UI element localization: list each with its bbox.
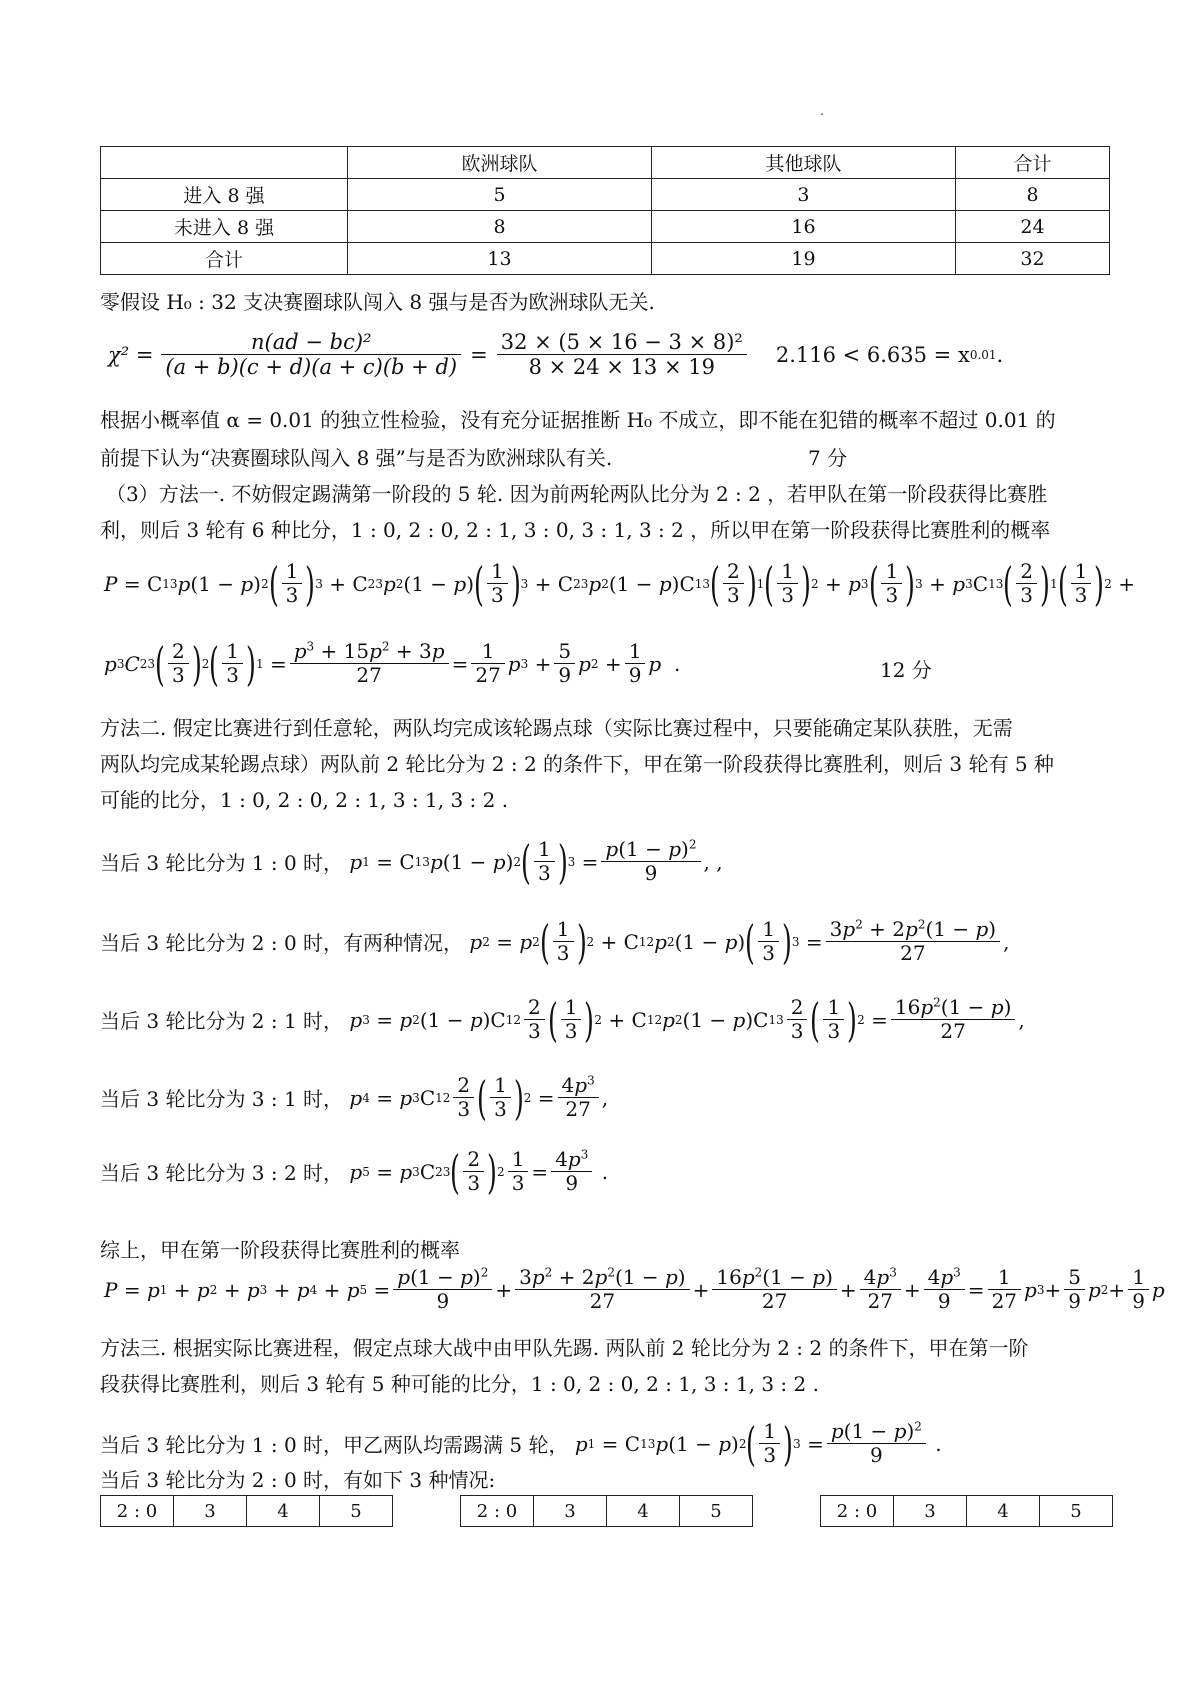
contingency-table [100, 146, 1110, 275]
case-label: 当后 3 轮比分为 2 : 0 时，有两种情况， [100, 931, 464, 955]
method3-line-1: 方法三. 根据实际比赛进程，假定点球大战中由甲队先踢. 两队前 2 轮比分为 2 : 2 的条件下，甲在第一阶 [100, 1336, 1029, 1360]
table-cell: 24 [955, 211, 1109, 243]
method2-case-2-1: 当后 3 轮比分为 2 : 1 时， p 3 = p 2 (1 − p )C 1 2 $\frac{2}{3}$ ( $\frac{1}{3}$ ) 2 + C 1 2 p 2 (1 − p )C 1 3 $\frac{2}{3}$ ( $\frac{1}{3}$ ) 2 = $\frac{16p^2(1 - p)}{27}$ , [100, 992, 1025, 1047]
chi-comparison: 2.116 < 6.635 = x [775, 342, 970, 367]
table-cell: 2 : 0 [821, 1496, 894, 1527]
table-cell: 5 [320, 1496, 393, 1527]
null-hypothesis: 零假设 H₀ : 32 支决赛圈球队闯入 8 强与是否为欧洲球队无关. [100, 290, 655, 314]
shootout-table-3 [820, 1495, 1113, 1527]
case-label: 当后 3 轮比分为 3 : 2 时， [100, 1161, 344, 1185]
method2-case-1-0: 当后 3 轮比分为 1 : 0 时， p 1 = C 1 3 p (1 − p ) 2 ( $\frac{1}{3}$ ) 3 = $\frac{p(1 - p)^2}{9}$ , , [100, 834, 723, 889]
method3-case-2-0: 当后 3 轮比分为 2 : 0 时，有如下 3 种情况: [100, 1468, 496, 1492]
method1-formula-line-2: p 3 C 2 3 ( $\frac{2}{3}$ ) 2 ( $\frac{1}{3}$ ) 1 = $\frac{p^3 + 15p^2 + 3p}{27}$ = $\frac{1}{27}$ p 3 + $\frac{5}{9}$ p 2 + $\frac{1}{9}$ p . [104, 636, 681, 691]
table-cell: 8 [348, 211, 652, 243]
table-cell: 2 : 0 [461, 1496, 534, 1527]
method3-line-2: 段获得比赛胜利，则后 3 轮有 5 种可能的比分，1 : 0, 2 : 0, 2 : 1, 3 : 1, 3 : 2 . [100, 1372, 819, 1396]
chi-denominator-values: 8 × 24 × 13 × 19 [528, 355, 715, 380]
chi-fraction [161, 330, 461, 379]
table-cell: 2 : 0 [101, 1496, 174, 1527]
case-label: 当后 3 轮比分为 2 : 1 时， [100, 1009, 344, 1033]
chi-lhs: χ² = [108, 342, 154, 367]
method2-line-1: 方法二. 假定比赛进行到任意轮，两队均完成该轮踢点球（实际比赛过程中，只要能确定某队获胜，无需 [100, 716, 1013, 740]
table-cell: 5 [680, 1496, 753, 1527]
table-cell: 13 [348, 243, 652, 275]
summary-formula: P = p 1 + p 2 + p 3 + p 4 + p 5 = $\frac{p(1 - p)^2}{9}$ + $\frac{3p^2 + 2p^2(1 - p)}{27}$ + $\frac{16p^2(1 - p)}{27}$ + $\frac{4p^3}{27}$ + $\frac{4p^3}{9}$ = $\frac{1}{27}$ p 3 + $\frac{5}{9}$ p 2 + $\frac{1}{9}$ p [104, 1265, 1165, 1313]
table-cell [101, 147, 348, 179]
table-cell: 5 [348, 179, 652, 211]
table-row [821, 1496, 1113, 1527]
table-cell: 3 [534, 1496, 607, 1527]
score-7: 7 分 [808, 446, 848, 470]
case-label: 当后 3 轮比分为 1 : 0 时，甲乙两队均需踢满 5 轮， [100, 1433, 569, 1457]
chi-fraction-values [497, 330, 747, 379]
page-dot: . [820, 104, 824, 118]
table-cell: 欧洲球队 [348, 147, 652, 179]
table-cell: 合计 [101, 243, 348, 275]
summary-line: 综上，甲在第一阶段获得比赛胜利的概率 [100, 1238, 460, 1262]
table-cell: 3 [651, 179, 955, 211]
chi-numerator: n(ad − bc)² [161, 330, 461, 355]
table-row [461, 1496, 753, 1527]
case-label: 当后 3 轮比分为 3 : 1 时， [100, 1087, 344, 1111]
method1-formula-line-1: P = C 1 3 p (1 − p ) 2 ( $\frac{1}{3}$ ) 3 + C 2 3 p 2 (1 − p ) ( $\frac{1}{3}$ ) 3 + C 2 3 p 2 (1 − p )C 1 3 ( $\frac{2}{3}$ ) 1 ( $\frac{1}{3}$ ) 2 + p 3 ( $\frac{1}{3}$ ) 3 + p 3 C 1 3 ( $\frac{2}{3}$ ) 1 ( $\frac{1}{3}$ ) 2 + [104, 556, 1136, 611]
table-row [101, 243, 1110, 275]
table-cell: 进入 8 强 [101, 179, 348, 211]
shootout-table-1 [100, 1495, 393, 1527]
method1-line-2: 利，则后 3 轮有 6 种比分，1 : 0, 2 : 0, 2 : 1, 3 : 0, 3 : 1, 3 : 2 ，所以甲在第一阶段获得比赛胜利的概率 [100, 518, 1051, 542]
score-12: 12 分 [880, 658, 932, 682]
table-cell: 4 [247, 1496, 320, 1527]
shootout-table-2 [460, 1495, 753, 1527]
table-cell: 合计 [955, 147, 1109, 179]
conclusion-line-1: 根据小概率值 α = 0.01 的独立性检验，没有充分证据推断 H₀ 不成立，即不能在犯错的概率不超过 0.01 的 [100, 408, 1056, 432]
table-cell: 8 [955, 179, 1109, 211]
table-cell: 4 [967, 1496, 1040, 1527]
method2-case-2-0: 当后 3 轮比分为 2 : 0 时，有两种情况， p 2 = p 2 ( $\frac{1}{3}$ ) 2 + C 1 2 p 2 (1 − p ) ( $\frac{1}{3}$ ) 3 = $\frac{3p^2 + 2p^2(1 - p)}{27}$ , [100, 914, 1010, 969]
table-row [101, 147, 1110, 179]
table-cell: 未进入 8 强 [101, 211, 348, 243]
case-label: 当后 3 轮比分为 1 : 0 时， [100, 851, 344, 875]
method3-case-1-0: 当后 3 轮比分为 1 : 0 时，甲乙两队均需踢满 5 轮， p 1 = C 1 3 p (1 − p ) 2 ( $\frac{1}{3}$ ) 3 = $\frac{p(1 - p)^2}{9}$ . [100, 1416, 942, 1471]
table-cell: 4 [607, 1496, 680, 1527]
table-cell: 3 [174, 1496, 247, 1527]
chi-numerator-values: 32 × (5 × 16 − 3 × 8)² [497, 330, 747, 355]
table-cell: 19 [651, 243, 955, 275]
table-cell: 其他球队 [651, 147, 955, 179]
method2-case-3-2: 当后 3 轮比分为 3 : 2 时， p 5 = p 3 C 2 3 ( $\frac{2}{3}$ ) 2 $\frac{1}{3}$ = $\frac{4p^3}{9}$ . [100, 1144, 609, 1199]
chi-square-formula: χ² = $\frac{\text{n(ad − bc)²}}{(a + b)(c + d)(a + c)(b + d)}$ = $\frac{\text{32 × (5 × 16 − 3 × 8)²}}{8 \times 24 \times 13 \times 19}$ 2.116 < 6.635 = x 0.01 . [108, 330, 1004, 380]
table-row [101, 211, 1110, 243]
table-row [101, 1496, 393, 1527]
method1-line-1: （3）方法一. 不妨假定踢满第一阶段的 5 轮. 因为前两轮两队比分为 2 : 2 ，若甲队在第一阶段获得比赛胜 [106, 482, 1048, 506]
chi-denominator: (a + b)(c + d)(a + c)(b + d) [165, 355, 458, 380]
method2-line-3: 可能的比分，1 : 0, 2 : 0, 2 : 1, 3 : 1, 3 : 2 . [100, 788, 509, 812]
chi-subscript: 0.01 [969, 347, 997, 362]
table-cell: 32 [955, 243, 1109, 275]
method2-case-3-1: 当后 3 轮比分为 3 : 1 时， p 4 = p 3 C 1 2 $\frac{2}{3}$ ( $\frac{1}{3}$ ) 2 = $\frac{4p^3}{27}$ , [100, 1070, 609, 1125]
table-cell: 16 [651, 211, 955, 243]
method2-line-2: 两队均完成某轮踢点球）两队前 2 轮比分为 2 : 2 的条件下，甲在第一阶段获得比赛胜利，则后 3 轮有 5 种 [100, 752, 1054, 776]
table-cell: 5 [1040, 1496, 1113, 1527]
table-row [101, 179, 1110, 211]
conclusion-line-2: 前提下认为“决赛圈球队闯入 8 强”与是否为欧洲球队有关. [100, 446, 613, 470]
table-cell: 3 [894, 1496, 967, 1527]
